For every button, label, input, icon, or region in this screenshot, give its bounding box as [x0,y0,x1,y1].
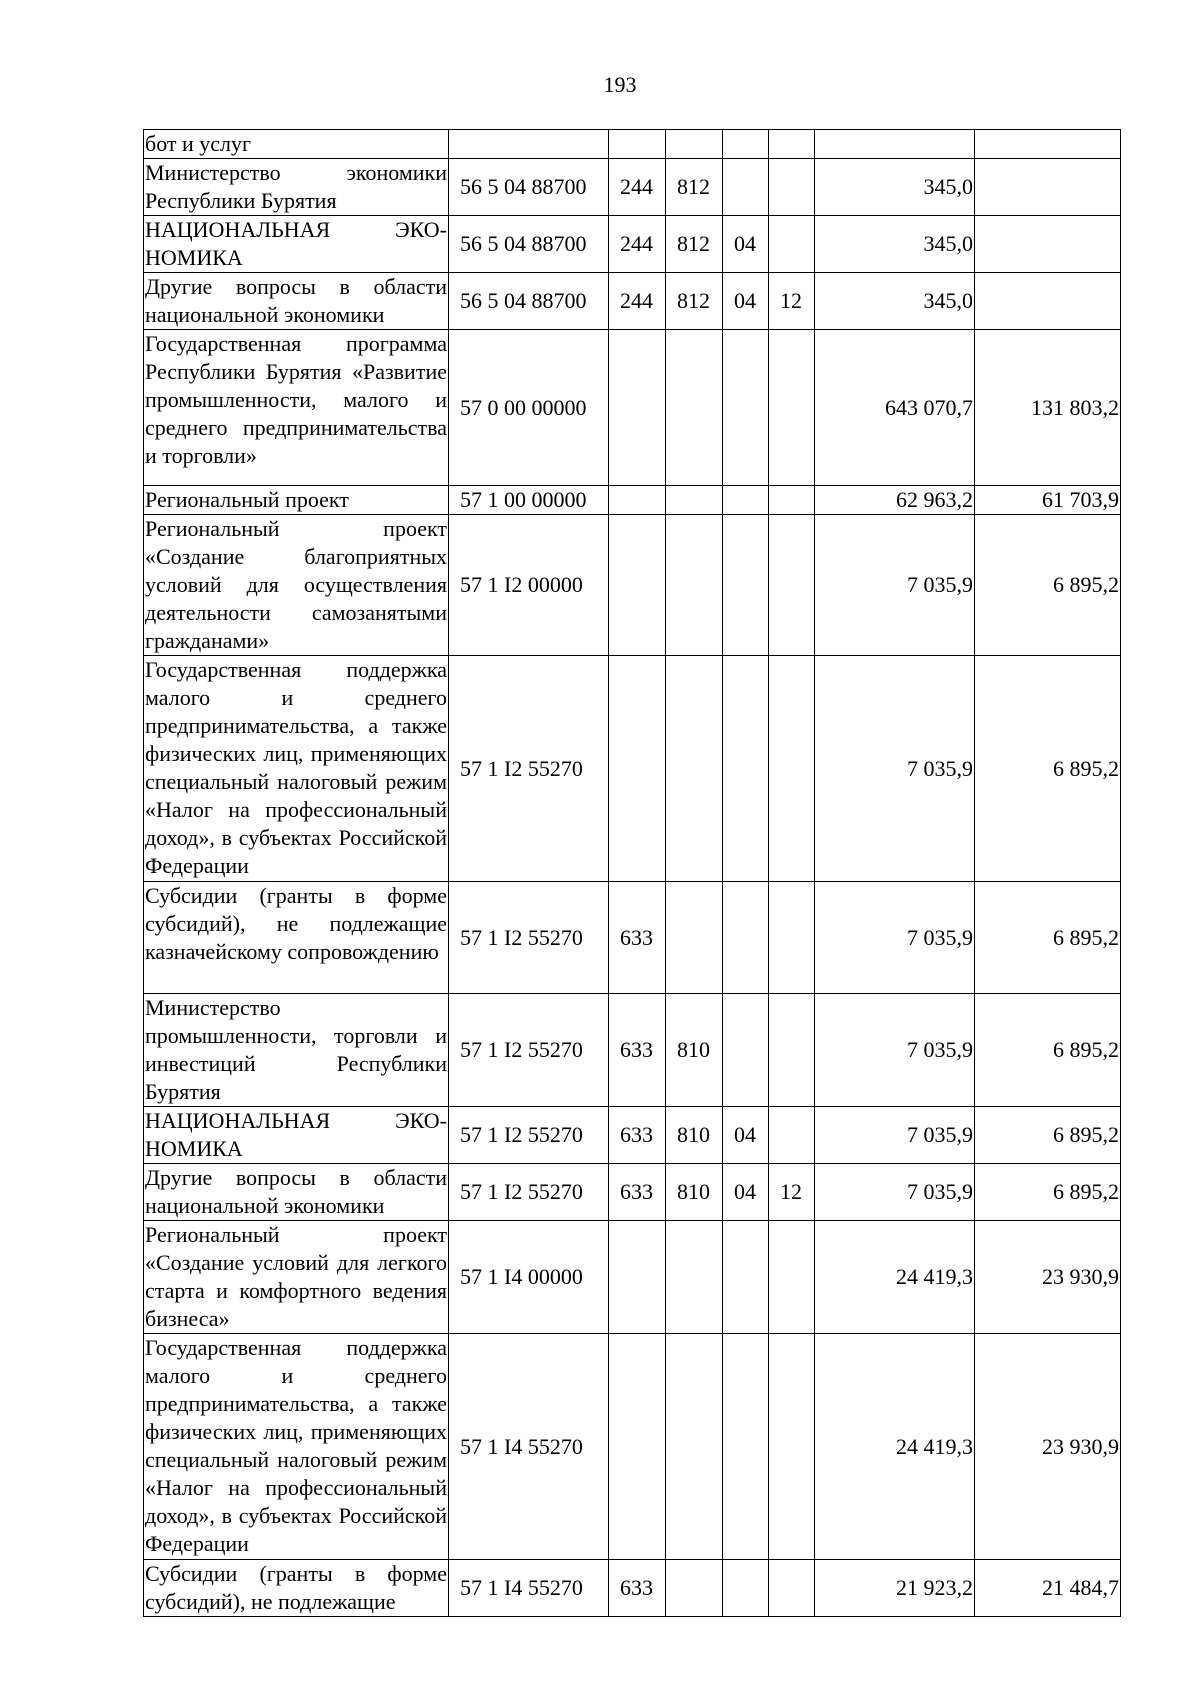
expense-type-code [609,130,666,159]
section-code [723,656,769,882]
ministry-code: 812 [666,159,723,216]
row-name: Региональный проект «Создание условий для легкого старта и комфортного ведения бизнеса» [144,1221,449,1334]
section-code: 04 [723,1107,769,1164]
row-name: Министерство промышленности, торговли и инвестиций Республики Бурятия [144,994,449,1107]
target-article-code: 56 5 04 88700 [449,159,609,216]
amount-year-1: 7 035,9 [815,1164,975,1221]
row-name: Другие вопросы в области национальной экономики [144,273,449,330]
ministry-code [666,515,723,656]
table-row [144,1107,1121,1164]
table-row [144,1334,1121,1560]
amount-year-1: 7 035,9 [815,882,975,994]
subsection-code [769,1221,815,1334]
expense-type-code [609,515,666,656]
section-code [723,1560,769,1617]
subsection-code [769,1560,815,1617]
row-name: НАЦИОНАЛЬНАЯ ЭКО-НОМИКА [144,216,449,273]
amount-year-2 [975,273,1121,330]
section-code [723,1334,769,1560]
amount-year-1: 7 035,9 [815,994,975,1107]
amount-year-1: 345,0 [815,159,975,216]
row-name: Региональный проект [144,486,449,515]
amount-year-1: 21 923,2 [815,1560,975,1617]
ministry-code [666,656,723,882]
amount-year-1: 345,0 [815,216,975,273]
ministry-code [666,882,723,994]
target-article-code: 56 5 04 88700 [449,216,609,273]
ministry-code [666,1560,723,1617]
amount-year-2: 6 895,2 [975,994,1121,1107]
table-row [144,515,1121,656]
expense-type-code [609,330,666,486]
amount-year-1: 643 070,7 [815,330,975,486]
subsection-code [769,994,815,1107]
row-name: Региональный проект «Создание благоприятных условий для осуществления деятельности самозанятыми гражданами» [144,515,449,656]
row-name: Субсидии (гранты в форме субсидий), не подлежащие казначейскому сопровождению [144,882,449,994]
target-article-code: 57 1 00 00000 [449,486,609,515]
ministry-code: 810 [666,1107,723,1164]
expense-type-code: 244 [609,216,666,273]
subsection-code [769,130,815,159]
section-code [723,330,769,486]
section-code [723,515,769,656]
subsection-code [769,216,815,273]
target-article-code [449,130,609,159]
row-name: НАЦИОНАЛЬНАЯ ЭКО-НОМИКА [144,1107,449,1164]
amount-year-1: 7 035,9 [815,515,975,656]
amount-year-2: 6 895,2 [975,656,1121,882]
amount-year-2: 6 895,2 [975,515,1121,656]
amount-year-2: 6 895,2 [975,1107,1121,1164]
amount-year-1 [815,130,975,159]
table-row [144,159,1121,216]
amount-year-2 [975,130,1121,159]
subsection-code [769,159,815,216]
target-article-code: 57 1 I2 55270 [449,994,609,1107]
amount-year-1: 7 035,9 [815,1107,975,1164]
expense-type-code: 633 [609,1560,666,1617]
ministry-code [666,330,723,486]
section-code [723,130,769,159]
subsection-code [769,1107,815,1164]
expense-type-code: 633 [609,882,666,994]
target-article-code: 57 1 I2 55270 [449,1164,609,1221]
target-article-code: 57 1 I2 55270 [449,882,609,994]
expense-type-code [609,656,666,882]
target-article-code: 57 1 I2 00000 [449,515,609,656]
expense-type-code: 633 [609,994,666,1107]
target-article-code: 57 1 I4 00000 [449,1221,609,1334]
ministry-code [666,1334,723,1560]
amount-year-2: 61 703,9 [975,486,1121,515]
expense-type-code [609,1334,666,1560]
subsection-code [769,330,815,486]
expense-type-code [609,1221,666,1334]
subsection-code [769,882,815,994]
subsection-code [769,486,815,515]
expense-type-code: 633 [609,1107,666,1164]
section-code [723,486,769,515]
row-name: Государственная программа Республики Бурятия «Развитие промышленности, малого и среднего предпринимательства и торговли» [144,330,449,486]
table-row [144,486,1121,515]
page-number: 193 [603,72,637,97]
amount-year-1: 24 419,3 [815,1334,975,1560]
amount-year-2: 6 895,2 [975,1164,1121,1221]
amount-year-1: 62 963,2 [815,486,975,515]
table-row [144,882,1121,994]
target-article-code: 57 0 00 00000 [449,330,609,486]
subsection-code: 12 [769,1164,815,1221]
row-name: бот и услуг [144,130,449,159]
target-article-code: 57 1 I2 55270 [449,1107,609,1164]
ministry-code [666,1221,723,1334]
subsection-code [769,515,815,656]
ministry-code: 810 [666,1164,723,1221]
row-name: Субсидии (гранты в форме субсидий), не подлежащие [144,1560,449,1617]
table-row [144,994,1121,1107]
row-name: Другие вопросы в области национальной экономики [144,1164,449,1221]
target-article-code: 57 1 I2 55270 [449,656,609,882]
section-code [723,159,769,216]
row-name: Государственная поддержка малого и среднего предпринимательства, а также физических лиц, применяющих специальный налоговый режим «Налог на профессиональный доход», в субъектах Российской Федерации [144,656,449,882]
section-code: 04 [723,273,769,330]
table-row [144,1560,1121,1617]
amount-year-2: 6 895,2 [975,882,1121,994]
subsection-code [769,1334,815,1560]
table-row [144,1164,1121,1221]
row-name: Государственная поддержка малого и среднего предпринимательства, а также физических лиц, применяющих специальный налоговый режим «Налог на профессиональный доход», в субъектах Российской Федерации [144,1334,449,1560]
table-row [144,1221,1121,1334]
table-row [144,130,1121,159]
table-row [144,216,1121,273]
expense-type-code: 244 [609,273,666,330]
section-code [723,1221,769,1334]
amount-year-2: 23 930,9 [975,1334,1121,1560]
ministry-code: 812 [666,273,723,330]
expense-type-code [609,486,666,515]
expense-type-code: 244 [609,159,666,216]
section-code: 04 [723,216,769,273]
amount-year-1: 345,0 [815,273,975,330]
table-row [144,330,1121,486]
amount-year-1: 24 419,3 [815,1221,975,1334]
section-code: 04 [723,1164,769,1221]
row-name: Министерство экономики Республики Бурятия [144,159,449,216]
budget-table [143,129,1121,1617]
expense-type-code: 633 [609,1164,666,1221]
amount-year-1: 7 035,9 [815,656,975,882]
subsection-code: 12 [769,273,815,330]
amount-year-2: 21 484,7 [975,1560,1121,1617]
amount-year-2: 23 930,9 [975,1221,1121,1334]
target-article-code: 57 1 I4 55270 [449,1560,609,1617]
subsection-code [769,656,815,882]
table-row [144,273,1121,330]
ministry-code [666,486,723,515]
table-row [144,656,1121,882]
amount-year-2: 131 803,2 [975,330,1121,486]
ministry-code: 810 [666,994,723,1107]
ministry-code: 812 [666,216,723,273]
target-article-code: 56 5 04 88700 [449,273,609,330]
amount-year-2 [975,216,1121,273]
amount-year-2 [975,159,1121,216]
section-code [723,994,769,1107]
section-code [723,882,769,994]
ministry-code [666,130,723,159]
target-article-code: 57 1 I4 55270 [449,1334,609,1560]
